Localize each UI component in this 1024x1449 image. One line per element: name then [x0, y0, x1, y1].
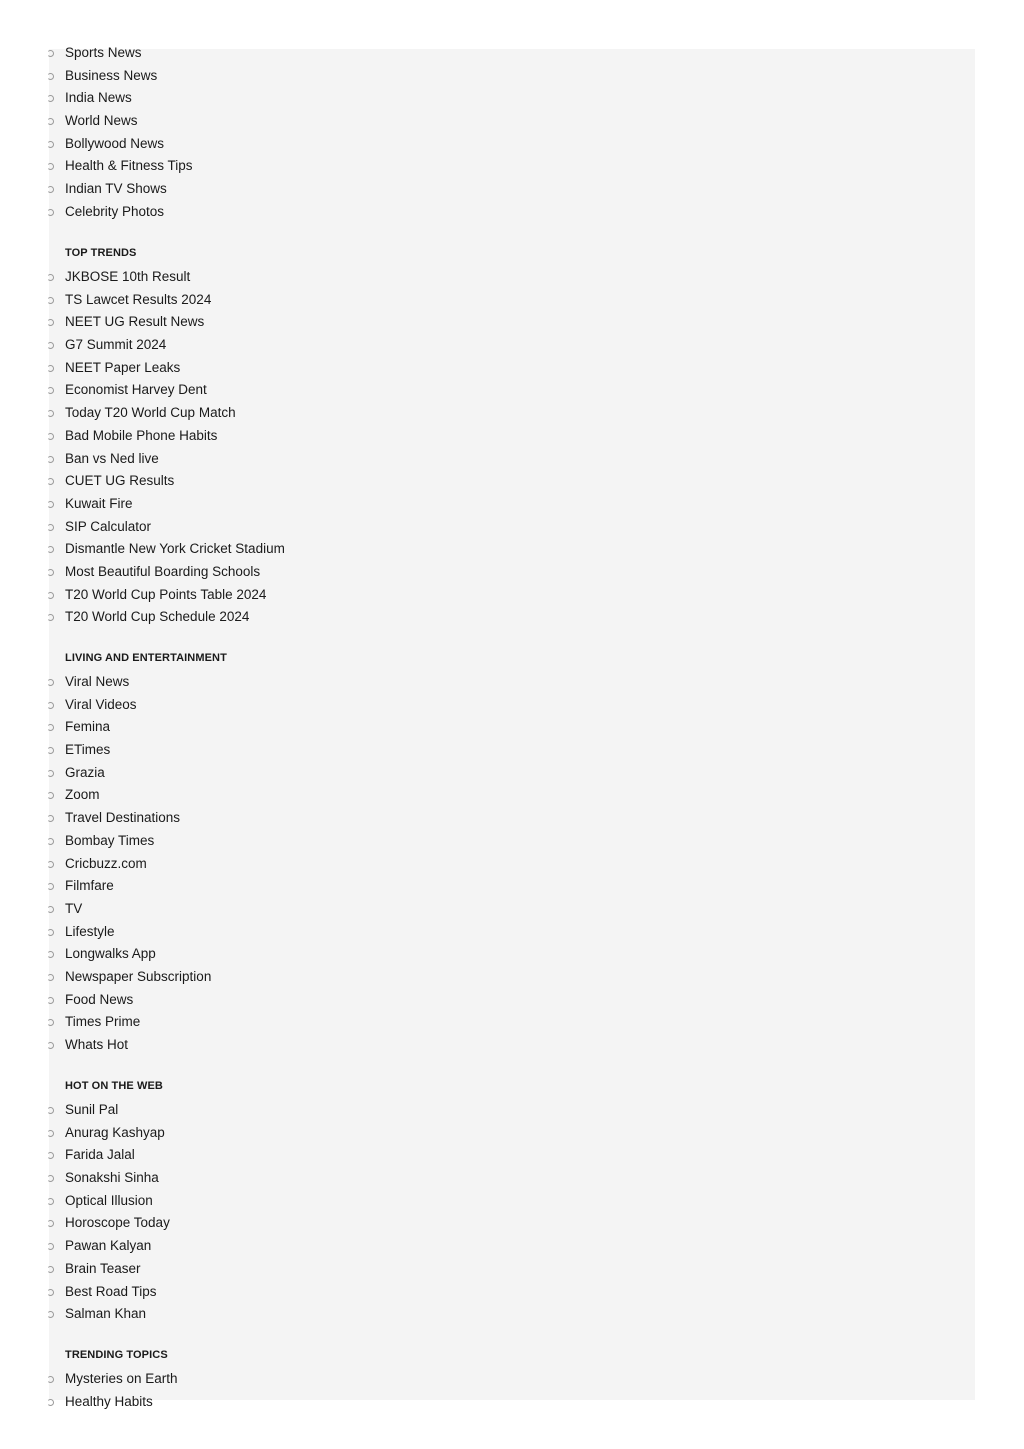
link-hot[interactable]: Best Road Tips	[65, 1283, 157, 1299]
list-item[interactable]	[49, 359, 975, 385]
link-sports-news[interactable]: Sports News	[65, 45, 142, 60]
list-item[interactable]	[49, 1172, 975, 1195]
link-hot[interactable]: Farida Jalal	[65, 1147, 135, 1163]
bullet-icon	[47, 387, 54, 394]
list-item[interactable]	[49, 1240, 975, 1263]
bullet-icon	[47, 569, 54, 576]
link-trend[interactable]: NEET UG Result News	[65, 314, 205, 330]
list-item[interactable]	[49, 384, 975, 407]
section-title-trending-topics: TRENDING TOPICS	[65, 1349, 168, 1361]
link-bollywood-news[interactable]: Bollywood News	[65, 135, 165, 151]
bullet-icon	[47, 209, 54, 216]
bullet-icon	[47, 95, 54, 102]
list-item[interactable]	[49, 900, 975, 926]
list-item[interactable]	[49, 183, 975, 206]
bullet-icon	[47, 501, 54, 508]
list-item[interactable]	[49, 543, 975, 566]
list-item[interactable]	[49, 47, 975, 70]
link-hot[interactable]: Pawan Kalyan	[65, 1238, 152, 1254]
list-item[interactable]	[49, 1217, 975, 1240]
list-item[interactable]	[49, 271, 975, 294]
list-item[interactable]	[49, 923, 975, 949]
list-item[interactable]	[49, 968, 975, 994]
list-item[interactable]	[49, 764, 975, 790]
bullet-icon	[47, 1289, 54, 1296]
bullet-icon	[47, 1376, 54, 1383]
bullet-icon	[47, 274, 54, 281]
bullet-icon	[47, 1399, 54, 1406]
trending-topics-list	[49, 1373, 975, 1418]
link-world-news[interactable]: World News	[65, 113, 138, 129]
section-living-entertainment	[49, 651, 975, 1062]
link-trend[interactable]: Today T20 World Cup Match	[65, 405, 236, 421]
news-categories-list	[49, 47, 975, 229]
list-item[interactable]	[49, 92, 975, 115]
link-entertainment[interactable]: Longwalks App	[65, 946, 156, 962]
bullet-icon	[47, 365, 54, 372]
bullet-icon	[47, 792, 54, 799]
bullet-icon	[47, 861, 54, 868]
list-item[interactable]	[49, 407, 975, 430]
list-item[interactable]	[49, 611, 975, 634]
bullet-icon	[47, 546, 54, 553]
link-entertainment[interactable]: Grazia	[65, 764, 105, 780]
link-hot[interactable]: Sunil Pal	[65, 1102, 119, 1117]
bullet-icon	[47, 1107, 54, 1114]
list-item[interactable]	[49, 948, 975, 971]
list-item[interactable]	[49, 1149, 975, 1172]
bullet-icon	[47, 118, 54, 125]
list-item[interactable]	[49, 1192, 975, 1218]
bullet-icon	[47, 838, 54, 845]
link-india-news[interactable]: India News	[65, 90, 132, 106]
list-item[interactable]	[49, 1260, 975, 1286]
list-item[interactable]	[49, 744, 975, 767]
bullet-icon	[47, 186, 54, 193]
hot-on-the-web-list	[49, 1104, 975, 1331]
link-entertainment[interactable]: Femina	[65, 719, 111, 735]
link-trend[interactable]: G7 Summit 2024	[65, 337, 167, 353]
list-item[interactable]	[49, 518, 975, 544]
list-item[interactable]	[49, 1104, 975, 1127]
bullet-icon	[47, 997, 54, 1004]
link-hot[interactable]: Sonakshi Sinha	[65, 1170, 159, 1186]
bullet-icon	[47, 724, 54, 731]
link-trend[interactable]: T20 World Cup Points Table 2024	[65, 586, 267, 602]
bullet-icon	[47, 883, 54, 890]
list-item[interactable]	[49, 676, 975, 699]
bullet-icon	[47, 974, 54, 981]
bullet-icon	[47, 951, 54, 958]
link-hot[interactable]: Brain Teaser	[65, 1260, 141, 1276]
link-entertainment[interactable]: Lifestyle	[65, 923, 115, 939]
living-entertainment-list	[49, 676, 975, 1062]
link-business-news[interactable]: Business News	[65, 67, 158, 83]
list-item[interactable]	[49, 586, 975, 612]
bullet-icon	[47, 592, 54, 599]
link-entertainment[interactable]: Filmfare	[65, 878, 114, 894]
list-item[interactable]	[49, 812, 975, 835]
link-trending[interactable]: Healthy Habits	[65, 1393, 153, 1409]
link-trend[interactable]: Economist Harvey Dent	[65, 382, 207, 398]
footer-links-panel	[49, 45, 975, 1409]
link-trend[interactable]: NEET Paper Leaks	[65, 359, 181, 375]
link-entertainment[interactable]: Whats Hot	[65, 1037, 129, 1052]
link-entertainment[interactable]: Cricbuzz.com	[65, 855, 147, 871]
section-title-hot-on-the-web: HOT ON THE WEB	[65, 1080, 163, 1092]
bullet-icon	[47, 1220, 54, 1227]
bullet-icon	[47, 906, 54, 913]
list-item[interactable]	[49, 991, 975, 1017]
link-entertainment[interactable]: Viral Videos	[65, 696, 137, 712]
section-news-categories	[49, 47, 975, 229]
bullet-icon	[47, 342, 54, 349]
bullet-icon	[47, 1019, 54, 1026]
link-trend[interactable]: Ban vs Ned live	[65, 450, 159, 466]
link-hot[interactable]: Horoscope Today	[65, 1215, 170, 1231]
link-trend[interactable]: Most Beautiful Boarding Schools	[65, 563, 261, 579]
list-item[interactable]	[49, 67, 975, 93]
list-item[interactable]	[49, 115, 975, 138]
link-entertainment[interactable]: ETimes	[65, 742, 111, 758]
list-item[interactable]	[49, 316, 975, 339]
list-item[interactable]	[49, 427, 975, 453]
bullet-icon	[47, 1198, 54, 1205]
link-entertainment[interactable]: Times Prime	[65, 1014, 141, 1030]
link-entertainment[interactable]: Newspaper Subscription	[65, 968, 212, 984]
list-item[interactable]	[49, 832, 975, 858]
bullet-icon	[47, 1130, 54, 1137]
list-item[interactable]	[49, 789, 975, 812]
link-health-fitness-tips[interactable]: Health & Fitness Tips	[65, 158, 193, 174]
link-entertainment[interactable]: Zoom	[65, 787, 100, 803]
bullet-icon	[47, 1266, 54, 1273]
link-entertainment[interactable]: TV	[65, 900, 83, 916]
bullet-icon	[47, 297, 54, 304]
link-trend[interactable]: SIP Calculator	[65, 518, 152, 534]
link-hot[interactable]: Optical Illusion	[65, 1192, 153, 1208]
list-item[interactable]	[49, 880, 975, 903]
list-item[interactable]	[49, 1283, 975, 1309]
bullet-icon	[47, 1152, 54, 1159]
bullet-icon	[47, 1042, 54, 1049]
link-trend[interactable]: JKBOSE 10th Result	[65, 269, 191, 284]
list-item[interactable]	[49, 855, 975, 881]
link-indian-tv-shows[interactable]: Indian TV Shows	[65, 181, 167, 197]
list-item[interactable]	[49, 696, 975, 722]
bullet-icon	[47, 319, 54, 326]
link-trend[interactable]: TS Lawcet Results 2024	[65, 291, 212, 307]
list-item[interactable]	[49, 450, 975, 476]
link-entertainment[interactable]: Travel Destinations	[65, 810, 181, 826]
link-trending[interactable]: Mysteries on Earth	[65, 1371, 178, 1386]
list-item[interactable]	[49, 495, 975, 521]
section-title-top-trends: TOP TRENDS	[65, 247, 137, 259]
bullet-icon	[47, 456, 54, 463]
list-item[interactable]	[49, 1039, 975, 1062]
link-trend[interactable]: Bad Mobile Phone Habits	[65, 427, 218, 443]
list-item[interactable]	[49, 1124, 975, 1150]
link-trend[interactable]: T20 World Cup Schedule 2024	[65, 609, 250, 625]
section-title-living-entertainment: LIVING AND ENTERTAINMENT	[65, 652, 227, 664]
section-top-trends	[49, 246, 975, 634]
bullet-icon	[47, 815, 54, 822]
list-item[interactable]	[49, 1393, 975, 1419]
list-item[interactable]	[49, 563, 975, 589]
link-trend[interactable]: Dismantle New York Cricket Stadium	[65, 541, 285, 557]
link-celebrity-photos[interactable]: Celebrity Photos	[65, 203, 165, 219]
top-trends-list	[49, 271, 975, 634]
link-hot[interactable]: Anurag Kashyap	[65, 1124, 165, 1140]
link-entertainment[interactable]: Viral News	[65, 674, 130, 689]
list-item[interactable]	[49, 1016, 975, 1039]
link-entertainment[interactable]: Bombay Times	[65, 832, 155, 848]
bullet-icon	[47, 141, 54, 148]
bullet-icon	[47, 163, 54, 170]
bullet-icon	[47, 929, 54, 936]
bullet-icon	[47, 1175, 54, 1182]
list-item[interactable]	[49, 339, 975, 362]
bullet-icon	[47, 50, 54, 57]
bullet-icon	[47, 73, 54, 80]
section-hot-on-the-web	[49, 1079, 975, 1331]
list-item[interactable]	[49, 291, 975, 317]
list-item[interactable]	[49, 1373, 975, 1396]
bullet-icon	[47, 410, 54, 417]
bullet-icon	[47, 702, 54, 709]
list-item[interactable]	[49, 160, 975, 183]
bullet-icon	[47, 747, 54, 754]
list-item[interactable]	[49, 475, 975, 498]
bullet-icon	[47, 770, 54, 777]
bullet-icon	[47, 524, 54, 531]
bullet-icon	[47, 1243, 54, 1250]
bullet-icon	[47, 679, 54, 686]
list-item[interactable]	[49, 721, 975, 744]
list-item[interactable]	[49, 135, 975, 161]
link-hot[interactable]: Salman Khan	[65, 1306, 147, 1322]
bullet-icon	[47, 1311, 54, 1318]
bullet-icon	[47, 433, 54, 440]
list-item[interactable]	[49, 203, 975, 229]
bullet-icon	[47, 478, 54, 485]
list-item[interactable]	[49, 1308, 975, 1331]
link-trend[interactable]: CUET UG Results	[65, 473, 175, 489]
bullet-icon	[47, 614, 54, 621]
section-trending-topics	[49, 1348, 975, 1418]
link-entertainment[interactable]: Food News	[65, 991, 134, 1007]
link-trend[interactable]: Kuwait Fire	[65, 495, 133, 511]
